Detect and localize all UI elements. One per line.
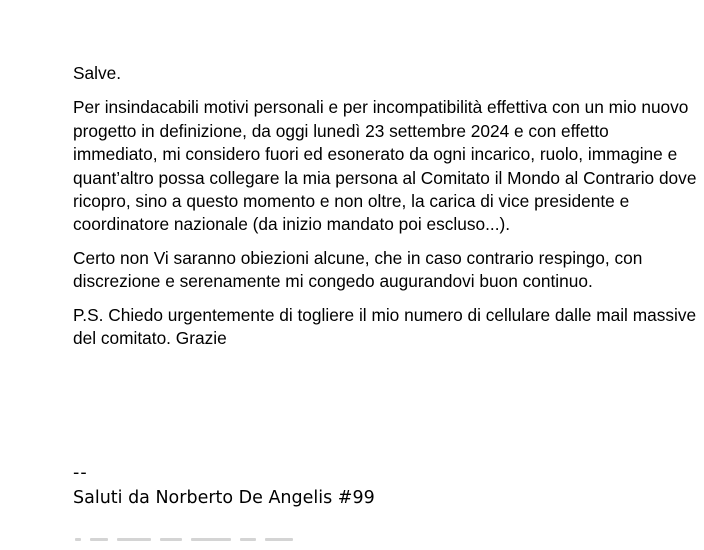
paragraph-resignation: Per insindacabili motivi personali e per incompatibilità effettiva con un mio nuovo progetto in definizione, da oggi lunedì 23 settembre 2024 e con effetto immediato, mi considero fuori ed esonerato da ogni incarico, ruolo, immagine e quant’altro possa collegare la mia persona al Comitato il Mondo al Contrario dove ricopro, sino a questo momento e non oltre, la carica di vice presidente e coordinatore nazionale (da inizio mandato poi escluso...).	[73, 97, 697, 235]
cut-off-text-line	[75, 538, 305, 550]
signature-delimiter: --	[73, 463, 88, 483]
email-body	[73, 62, 698, 360]
greeting: Salve.	[73, 63, 122, 83]
paragraph-postscript: P.S. Chiedo urgentemente di togliere il mio numero di cellulare dalle mail massive del comitato. Grazie	[73, 304, 697, 349]
signature-line: Saluti da Norberto De Angelis #99	[73, 488, 375, 508]
paragraph-farewell: Certo non Vi saranno obiezioni alcune, che in caso contrario respingo, con discrezione e serenamente mi congedo augurandovi buon continuo.	[73, 247, 643, 292]
email-signature	[73, 461, 375, 511]
